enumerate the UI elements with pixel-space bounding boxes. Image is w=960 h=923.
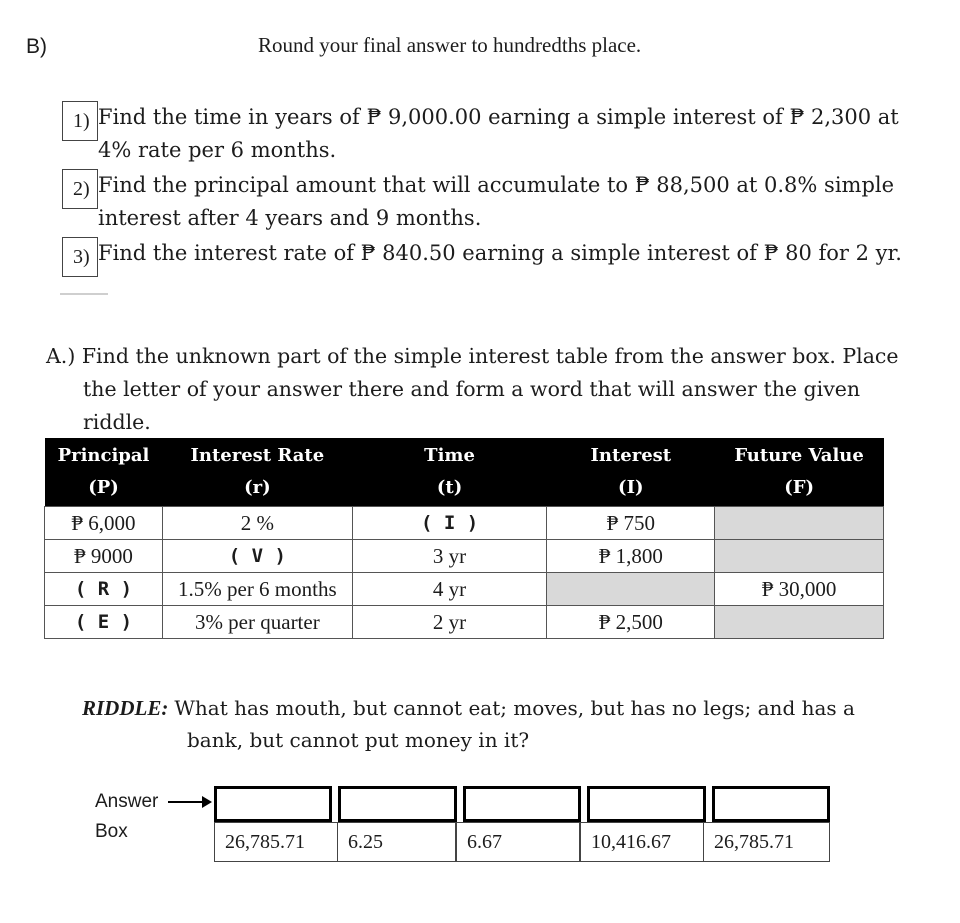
table-cell-blank: ( E ) [45,606,163,639]
table-cell: 2 yr [352,606,547,639]
right-arrow-icon [168,796,212,808]
section-label: B) [26,35,47,58]
header-future-value [715,438,884,507]
problem-text: Find the interest rate of ₱ 840.50 earning a simple interest of ₱ 80 for 2 yr. [98,241,902,265]
riddle-label: RIDDLE: [82,696,169,720]
header-symbol: (F) [784,477,814,498]
table-cell: 3% per quarter [162,606,352,639]
answer-choice: 10,416.67 [580,822,704,862]
header-symbol: (P) [88,477,119,498]
riddle-question: What has mouth, but cannot eat; moves, but has no legs; and has a [174,696,855,720]
table-cell-blank: ( V ) [162,540,352,573]
problem-number: 3) [62,237,98,277]
header-symbol: (t) [436,477,463,498]
table-cell-shaded [715,606,884,639]
problem-list [62,101,922,279]
table-cell-blank: ( R ) [45,573,163,606]
header-symbol: (I) [618,477,644,498]
table-row [45,606,884,639]
simple-interest-table [44,438,884,639]
problem-text: Find the time in years of ₱ 9,000.00 earning a simple interest of ₱ 2,300 at 4% rate per 6 months. [98,105,899,162]
problem-item [62,237,922,277]
table-cell: ₱ 9000 [45,540,163,573]
header-name: Interest [590,445,672,466]
answer-choice: 26,785.71 [214,822,338,862]
header-principal [45,438,163,507]
table-cell: ₱ 750 [547,507,715,540]
answer-choice: 6.67 [456,822,580,862]
table-cell-shaded [715,507,884,540]
header-name: Principal [57,445,150,466]
instruction-text: Round your final answer to hundredths place. [258,33,642,57]
table-cell-shaded [715,540,884,573]
riddle [82,692,882,756]
table-cell: ₱ 2,500 [547,606,715,639]
header-interest-rate [162,438,352,507]
answer-label-line: Answer [95,791,159,812]
answer-choice: 26,785.71 [704,822,830,862]
table-cell: 2 % [162,507,352,540]
header-name: Interest Rate [190,445,325,466]
answer-label-line: Box [95,821,128,842]
table-cell: ₱ 1,800 [547,540,715,573]
answer-choice: 6.25 [338,822,456,862]
answer-letter-box[interactable] [587,786,705,822]
table-row [45,507,884,540]
header-symbol: (r) [244,477,271,498]
table-cell-shaded [547,573,715,606]
table-cell: 1.5% per 6 months [162,573,352,606]
table-cell: ₱ 6,000 [45,507,163,540]
answer-letter-box[interactable] [214,786,332,822]
task-a-line: A.) Find the unknown part of the simple interest table from the answer box. Place [46,344,899,368]
problem-text: Find the principal amount that will accumulate to ₱ 88,500 at 0.8% simple interest after 4 years and 9 months. [98,173,895,230]
divider [60,293,108,295]
riddle-question-continued: bank, but cannot put money in it? [187,728,530,752]
answer-letter-box[interactable] [338,786,456,822]
problem-number: 2) [62,169,98,209]
answer-letter-boxes [214,786,830,822]
header-interest [547,438,715,507]
header-name: Future Value [734,445,864,466]
table-row [45,573,884,606]
problem-number: 1) [62,101,98,141]
table-cell: 3 yr [352,540,547,573]
riddle-line [82,692,882,724]
answer-box-label [95,787,158,847]
answer-letter-box[interactable] [712,786,830,822]
header-time [352,438,547,507]
header-name: Time [424,445,475,466]
problem-item [62,169,922,235]
table-header-row [45,438,884,507]
task-a-line: the letter of your answer there and form a word that will answer the given riddle. [83,377,861,434]
table-row [45,540,884,573]
task-a-instruction [46,340,906,439]
table-cell: 4 yr [352,573,547,606]
table-cell-blank: ( I ) [352,507,547,540]
table-cell: ₱ 30,000 [715,573,884,606]
answer-choices [214,822,830,862]
answer-letter-box[interactable] [463,786,581,822]
problem-item [62,101,922,167]
